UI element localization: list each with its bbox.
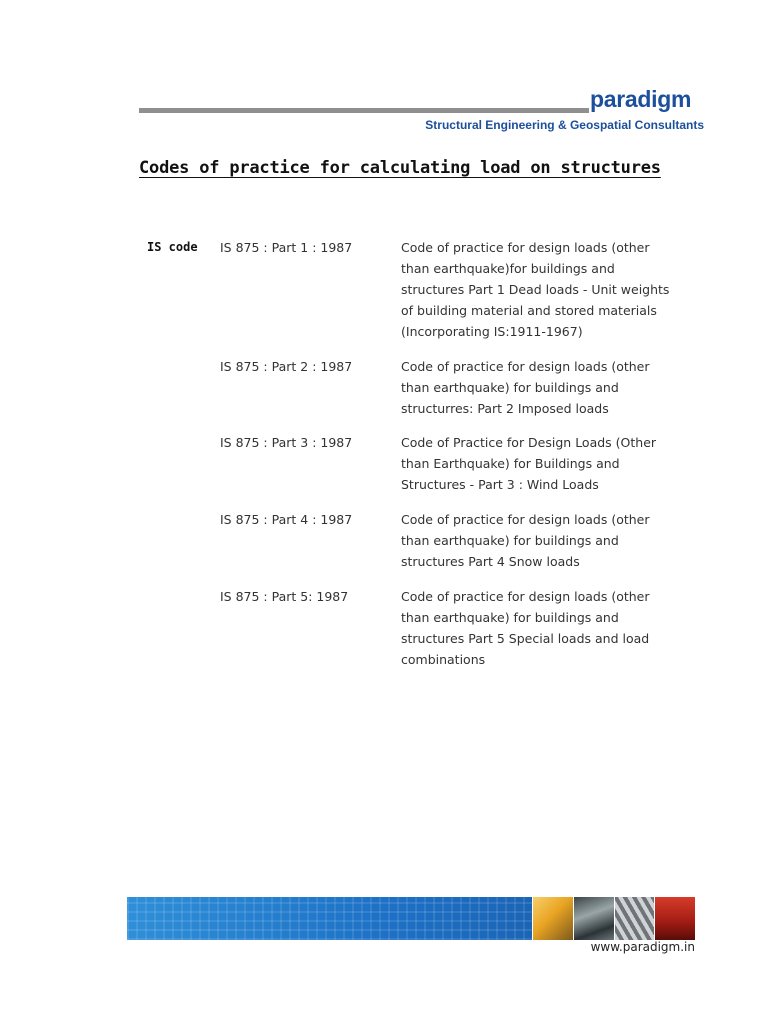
bridge-photo: [573, 897, 614, 940]
paradigm-logo: paradigm: [590, 86, 692, 112]
construction-site-photo: [654, 897, 695, 940]
header-rule: [139, 108, 589, 113]
footer-url[interactable]: www.paradigm.in: [590, 940, 695, 954]
code-description: Code of practice for design loads (other than earthquake) for buildings and structures Part 4 Snow loads: [401, 512, 650, 569]
code-id: IS 875 : Part 5: 1987: [220, 589, 349, 604]
code-description: Code of practice for design loads (other than earthquake) for buildings and structures Part 5 Special loads and load combinations: [401, 589, 650, 667]
footer-photo-strip: [532, 897, 695, 940]
crane-photo: [532, 897, 573, 940]
code-id: IS 875 : Part 4 : 1987: [220, 512, 353, 527]
page-title: Codes of practice for calculating load on structures: [139, 158, 661, 178]
code-id: IS 875 : Part 2 : 1987: [220, 359, 353, 374]
code-description: Code of Practice for Design Loads (Other than Earthquake) for Buildings and Structures - Part 3 : Wind Loads: [401, 435, 657, 492]
code-description: Code of practice for design loads (other than earthquake) for buildings and structurres: Part 2 Imposed loads: [401, 359, 650, 416]
is-code-label: IS code: [147, 240, 198, 254]
code-id: IS 875 : Part 1 : 1987: [220, 240, 353, 255]
steel-structure-photo: [614, 897, 655, 940]
code-id: IS 875 : Part 3 : 1987: [220, 435, 353, 450]
company-tagline: Structural Engineering & Geospatial Consultants: [425, 118, 704, 132]
footer-banner: [127, 897, 695, 940]
code-description: Code of practice for design loads (other than earthquake)for buildings and structures Part 1 Dead loads - Unit weights of building material and stored materials (Incorporating IS:1911-1967): [401, 240, 670, 339]
